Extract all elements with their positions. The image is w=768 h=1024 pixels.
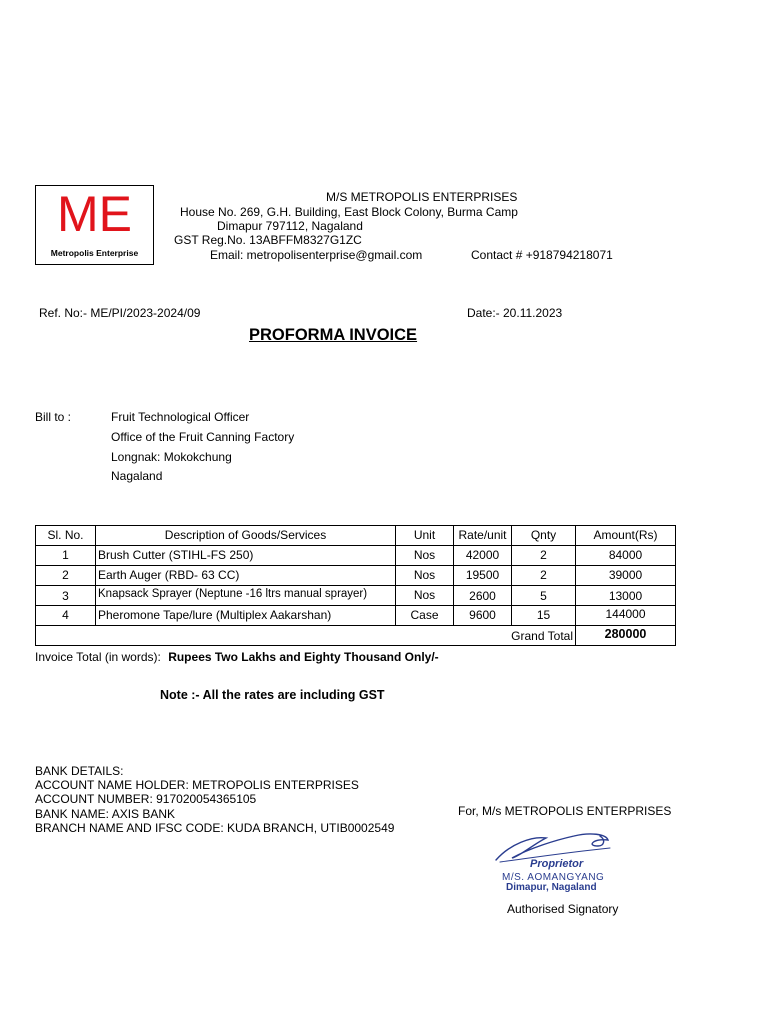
cell-amount: 84000 bbox=[576, 546, 676, 566]
bank-account-number: ACCOUNT NUMBER: 917020054365105 bbox=[35, 792, 257, 806]
company-address-line1: House No. 269, G.H. Building, East Block Colony, Burma Camp bbox=[180, 205, 518, 219]
bank-account-holder: ACCOUNT NAME HOLDER: METROPOLIS ENTERPRISES bbox=[35, 778, 359, 792]
grand-total-row bbox=[36, 626, 676, 646]
cell-unit: Nos bbox=[396, 586, 454, 606]
proprietor-stamp bbox=[490, 822, 672, 894]
amount-in-words-value: Rupees Two Lakhs and Eighty Thousand Only/- bbox=[168, 650, 439, 664]
cell-unit: Case bbox=[396, 606, 454, 626]
cell-rate: 19500 bbox=[454, 566, 512, 586]
company-gst: GST Reg.No. 13ABFFM8327G1ZC bbox=[174, 233, 362, 247]
cell-amount: 144000 bbox=[576, 606, 676, 626]
cell-rate: 2600 bbox=[454, 586, 512, 606]
cell-sl-no: 3 bbox=[36, 586, 96, 606]
grand-total-label: Grand Total bbox=[36, 626, 576, 646]
table-row bbox=[36, 566, 676, 586]
cell-sl-no: 1 bbox=[36, 546, 96, 566]
amount-in-words bbox=[35, 650, 439, 664]
cell-sl-no: 4 bbox=[36, 606, 96, 626]
header-qnty: Qnty bbox=[512, 526, 576, 546]
cell-rate: 42000 bbox=[454, 546, 512, 566]
company-logo bbox=[35, 185, 154, 265]
gst-note: Note :- All the rates are including GST bbox=[160, 688, 385, 702]
cell-description: Brush Cutter (STIHL-FS 250) bbox=[96, 546, 396, 566]
cell-description: Pheromone Tape/lure (Multiplex Aakarshan) bbox=[96, 606, 396, 626]
header-sl-no: Sl. No. bbox=[36, 526, 96, 546]
grand-total-value: 280000 bbox=[576, 626, 676, 646]
company-address-line2: Dimapur 797112, Nagaland bbox=[217, 219, 363, 233]
reference-number: Ref. No:- ME/PI/2023-2024/09 bbox=[39, 306, 201, 320]
bill-to-label: Bill to : bbox=[35, 410, 72, 424]
stamp-name: M/S. AOMANGYANG bbox=[502, 872, 605, 883]
signatory-for-line: For, M/s METROPOLIS ENTERPRISES bbox=[458, 804, 672, 818]
cell-qnty: 15 bbox=[512, 606, 576, 626]
document-title: PROFORMA INVOICE bbox=[249, 326, 418, 344]
bank-name: BANK NAME: AXIS BANK bbox=[35, 807, 176, 821]
bill-to-line: Office of the Fruit Canning Factory bbox=[111, 430, 295, 444]
authorised-signatory: Authorised Signatory bbox=[507, 902, 619, 916]
cell-unit: Nos bbox=[396, 546, 454, 566]
bill-to-line: Longnak: Mokokchung bbox=[111, 450, 232, 464]
cell-qnty: 2 bbox=[512, 546, 576, 566]
header-unit: Unit bbox=[396, 526, 454, 546]
cell-qnty: 5 bbox=[512, 586, 576, 606]
company-email: Email: metropolisenterprise@gmail.com bbox=[210, 248, 423, 262]
stamp-place: Dimapur, Nagaland bbox=[506, 882, 597, 893]
company-name: M/S METROPOLIS ENTERPRISES bbox=[326, 190, 518, 204]
amount-in-words-label: Invoice Total (in words): bbox=[35, 650, 161, 664]
bank-branch-ifsc: BRANCH NAME AND IFSC CODE: KUDA BRANCH, UTIB0002549 bbox=[35, 821, 395, 835]
cell-amount: 13000 bbox=[576, 586, 676, 606]
bill-to-line: Fruit Technological Officer bbox=[111, 410, 250, 424]
header-amount: Amount(Rs) bbox=[576, 526, 676, 546]
items-table bbox=[35, 525, 676, 646]
bill-to-line: Nagaland bbox=[111, 469, 163, 483]
logo-mark: ME bbox=[57, 186, 132, 242]
cell-rate: 9600 bbox=[454, 606, 512, 626]
invoice-date: Date:- 20.11.2023 bbox=[467, 306, 563, 320]
table-row bbox=[36, 586, 676, 606]
table-header-row bbox=[36, 526, 676, 546]
cell-unit: Nos bbox=[396, 566, 454, 586]
cell-amount: 39000 bbox=[576, 566, 676, 586]
cell-sl-no: 2 bbox=[36, 566, 96, 586]
header-rate: Rate/unit bbox=[454, 526, 512, 546]
header-description: Description of Goods/Services bbox=[96, 526, 396, 546]
cell-description: Knapsack Sprayer (Neptune -16 ltrs manual sprayer) bbox=[96, 586, 396, 606]
logo-name: Metropolis Enterprise bbox=[50, 248, 139, 258]
table-row bbox=[36, 546, 676, 566]
table-row bbox=[36, 606, 676, 626]
stamp-role: Proprietor bbox=[530, 858, 584, 870]
bank-heading: BANK DETAILS: bbox=[35, 764, 124, 778]
cell-qnty: 2 bbox=[512, 566, 576, 586]
cell-description: Earth Auger (RBD- 63 CC) bbox=[96, 566, 396, 586]
company-contact: Contact # +918794218071 bbox=[471, 248, 613, 262]
